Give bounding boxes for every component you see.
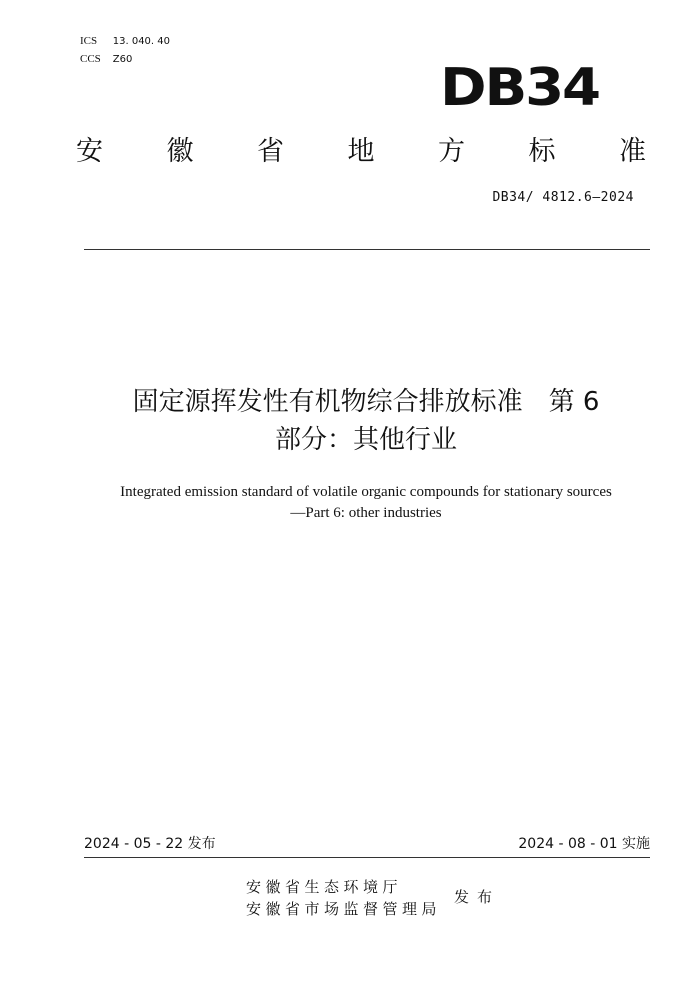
chinese-title-line1: 固定源挥发性有机物综合排放标准 第 6 bbox=[132, 387, 600, 417]
chinese-title bbox=[60, 383, 672, 459]
issue-label: 发布 bbox=[454, 888, 501, 906]
issuer-line-market: 安徽省市场监督管理局 bbox=[246, 900, 442, 918]
header-divider bbox=[84, 249, 650, 250]
issuer-line-ecology: 安徽省生态环境厅 bbox=[246, 878, 403, 896]
title-char: 徽 bbox=[166, 136, 194, 167]
title-char: 地 bbox=[347, 136, 375, 167]
ics-code bbox=[80, 34, 170, 49]
ccs-label: CCS bbox=[80, 53, 101, 65]
title-char: 标 bbox=[528, 136, 556, 167]
english-title-line2: —Part 6: other industries bbox=[290, 505, 442, 521]
english-title bbox=[60, 482, 672, 524]
title-char: 安 bbox=[76, 136, 103, 167]
implement-date: 2024 - 08 - 01 实施 bbox=[518, 836, 650, 852]
db34-logo: DB34 bbox=[440, 58, 599, 118]
chinese-title-line2: 部分：其他行业 bbox=[274, 425, 457, 455]
ics-value: 13. 040. 40 bbox=[112, 36, 171, 47]
footer-divider bbox=[84, 857, 650, 858]
publish-date: 2024 - 05 - 22 发布 bbox=[84, 836, 216, 852]
title-char: 准 bbox=[619, 136, 646, 167]
standard-number: DB34/ 4812.6—2024 bbox=[492, 190, 634, 205]
issuing-authorities bbox=[246, 876, 441, 920]
ics-label: ICS bbox=[80, 35, 98, 47]
ccs-value: Z60 bbox=[112, 54, 133, 65]
title-char: 方 bbox=[438, 136, 465, 167]
english-title-line1: Integrated emission standard of volatile organic compounds for stationary sources bbox=[120, 484, 612, 500]
standard-type-title bbox=[76, 134, 646, 170]
ccs-code bbox=[80, 52, 132, 67]
title-char: 省 bbox=[257, 136, 284, 167]
